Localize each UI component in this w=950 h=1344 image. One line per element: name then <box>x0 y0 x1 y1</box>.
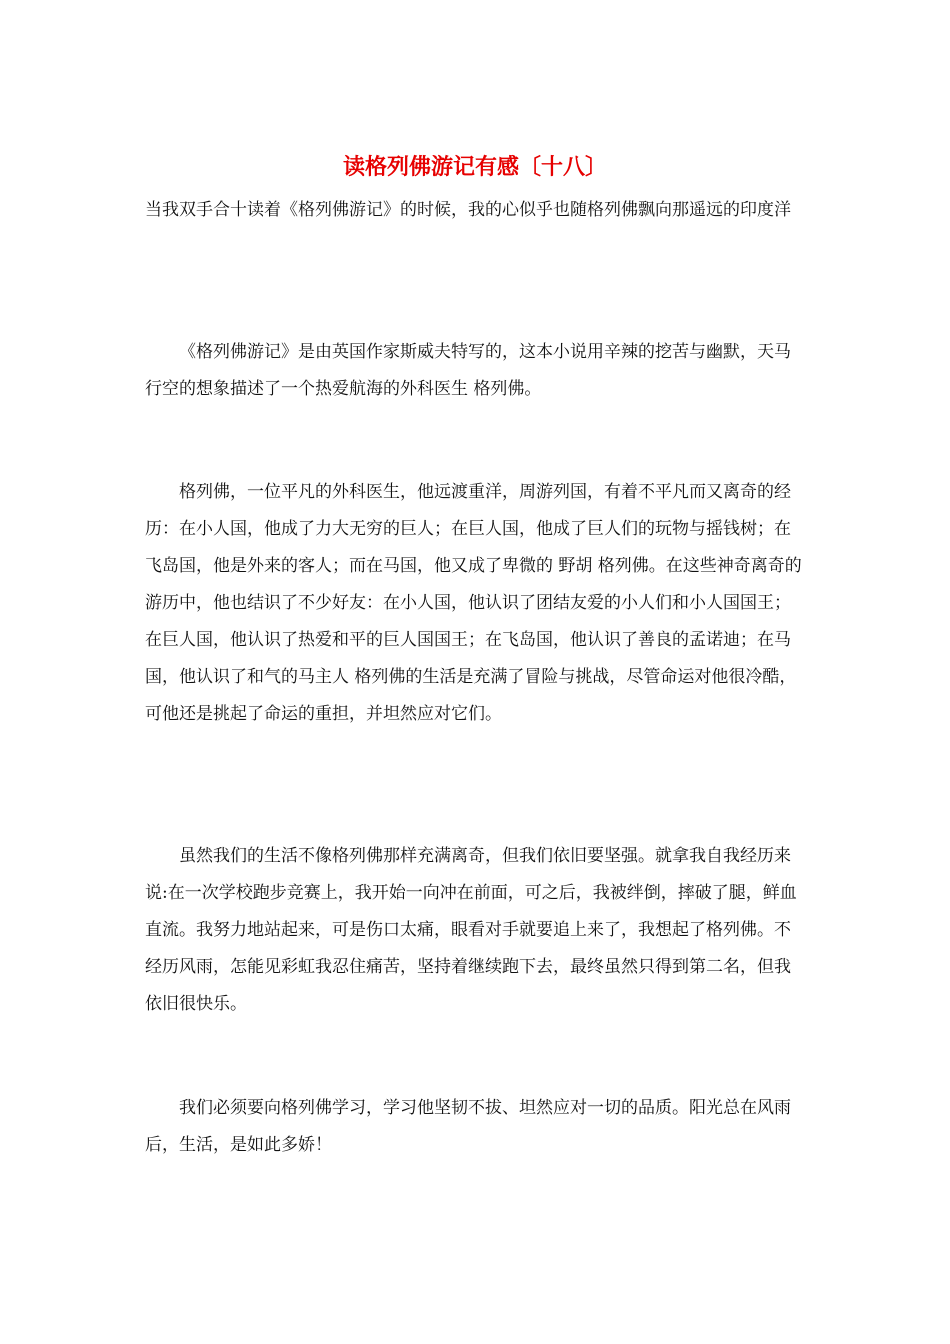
body-paragraph-2: 格列佛，一位平凡的外科医生，他远渡重洋，周游列国，有着不平凡而又离奇的经历：在小人国，他成了力大无穷的巨人；在巨人国，他成了巨人们的玩物与摇钱树；在飞岛国，他是外来的客人；而在马国，他又成了卑微的 野胡 格列佛。在这些神奇离奇的游历中，他也结识了不少好友：在小人国，他认识了团结友爱的小人们和小人国国王；在巨人国，他认识了热爱和平的巨人国国王；在飞岛国，他认识了善良的孟诺迪；在马国，他认识了和气的马主人 格列佛的生活是充满了冒险与挑战，尽管命运对他很冷酷，可他还是挑起了命运的重担，并坦然应对它们。 <box>145 482 802 724</box>
intro-paragraph: 当我双手合十读着《格列佛游记》的时候，我的心似乎也随格列佛飘向那遥远的印度洋 <box>145 200 791 220</box>
body-paragraph-4: 我们必须要向格列佛学习，学习他坚韧不拔、坦然应对一切的品质。阳光总在风雨后，生活，是如此多娇！ <box>145 1098 791 1155</box>
document-title: 读格列佛游记有感〔十八〕 <box>342 154 607 180</box>
body-paragraph-1: 《格列佛游记》是由英国作家斯威夫特写的，这本小说用辛辣的挖苦与幽默，天马行空的想象描述了一个热爱航海的外科医生 格列佛。 <box>145 342 791 399</box>
body-paragraph-3: 虽然我们的生活不像格列佛那样充满离奇，但我们依旧要坚强。就拿我自我经历来说:在一次学校跑步竞赛上，我开始一向冲在前面，可之后，我被绊倒，摔破了腿，鲜血直流。我努力地站起来，可是伤口太痛，眼看对手就要追上来了，我想起了格列佛。不经历风雨，怎能见彩虹我忍住痛苦，坚持着继续跑下去，最终虽然只得到第二名，但我依旧很快乐。 <box>145 846 797 1014</box>
